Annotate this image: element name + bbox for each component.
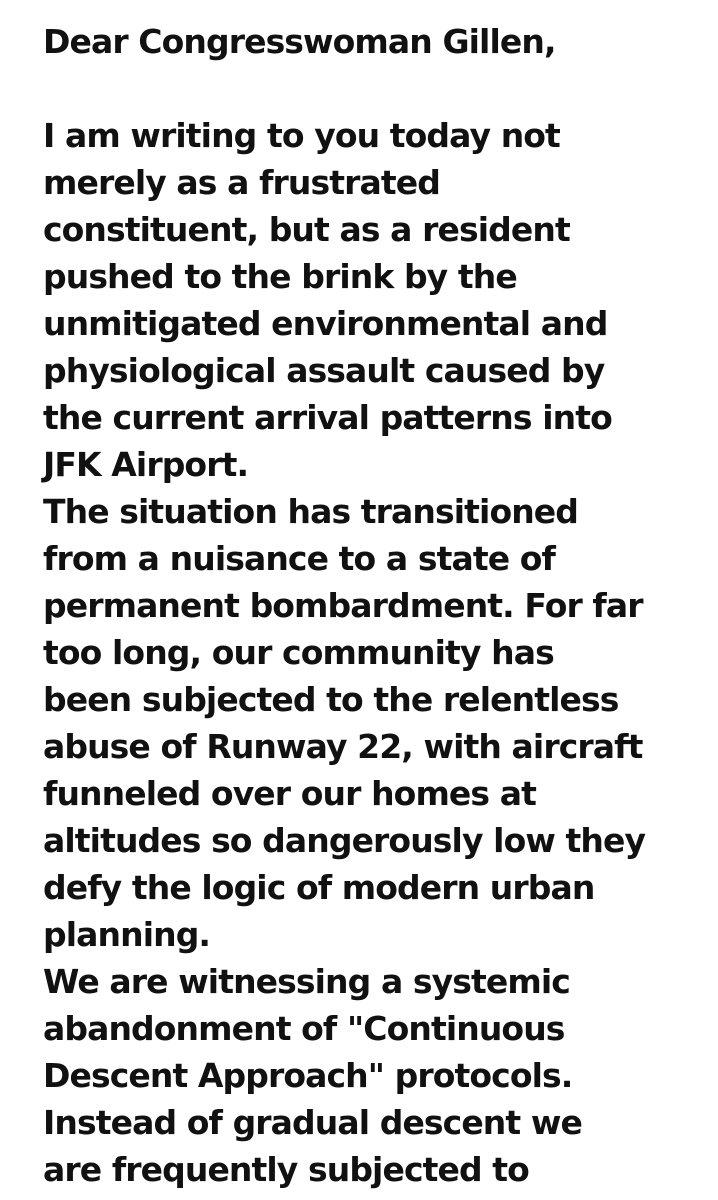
blank-line	[43, 65, 715, 112]
letter-line: defy the logic of modern urban	[43, 868, 595, 907]
letter-line: JFK Airport.	[43, 445, 249, 484]
letter-line: constituent, but as a resident	[43, 210, 570, 249]
letter-line: abandonment of "Continuous	[43, 1009, 565, 1048]
letter-line: permanent bombardment. For far	[43, 586, 643, 625]
letter-line: merely as a frustrated	[43, 163, 440, 202]
salutation: Dear Congresswoman Gillen,	[43, 22, 556, 61]
letter-line: from a nuisance to a state of	[43, 539, 556, 578]
letter-body	[43, 0, 715, 1193]
letter-line: unmitigated environmental and	[43, 304, 608, 343]
letter-line: Instead of gradual descent we	[43, 1103, 582, 1142]
letter-line: are frequently subjected to	[43, 1150, 529, 1189]
letter-line: physiological assault caused by	[43, 351, 605, 390]
letter-line: We are witnessing a systemic	[43, 962, 570, 1001]
letter-line: pushed to the brink by the	[43, 257, 517, 296]
letter-line: I am writing to you today not	[43, 116, 560, 155]
letter-line: planning.	[43, 915, 211, 954]
letter-line: funneled over our homes at	[43, 774, 536, 813]
letter-line: Descent Approach" protocols.	[43, 1056, 573, 1095]
letter-line: abuse of Runway 22, with aircraft	[43, 727, 643, 766]
letter-line: the current arrival patterns into	[43, 398, 612, 437]
letter-line: The situation has transitioned	[43, 492, 579, 531]
letter-line: altitudes so dangerously low they	[43, 821, 646, 860]
letter-line: been subjected to the relentless	[43, 680, 619, 719]
letter-line: too long, our community has	[43, 633, 554, 672]
